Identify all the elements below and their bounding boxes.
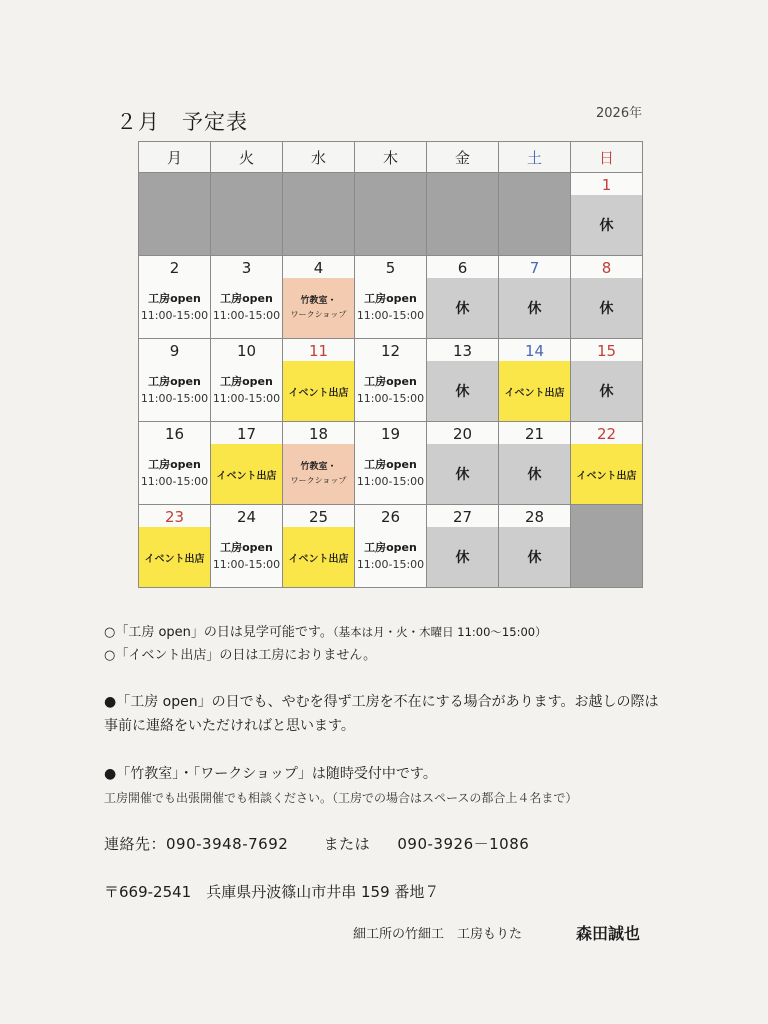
calendar-day-cell: [283, 505, 355, 588]
workshop-label: ワークショップ: [290, 310, 347, 319]
open-schedule: [355, 278, 426, 338]
event-label: イベント出店: [504, 387, 565, 399]
calendar-body: [139, 173, 643, 588]
day-number: 1: [601, 176, 612, 194]
calendar-day-cell: [427, 339, 499, 422]
rest-label: 休: [455, 550, 470, 566]
weekday-fri: 金: [427, 142, 499, 173]
open-schedule: [139, 361, 210, 421]
calendar-day-cell: [139, 505, 211, 588]
day-number: 9: [169, 342, 180, 360]
calendar-week-row: [139, 505, 643, 588]
day-number: 5: [385, 259, 396, 277]
calendar-table: [138, 141, 643, 588]
weekday-thu: 木: [355, 142, 427, 173]
day-number: 24: [236, 508, 257, 526]
calendar-empty-cell: [355, 173, 427, 256]
rest-label: 休: [527, 301, 542, 317]
rest-label: 休: [455, 301, 470, 317]
note-event-absence: ○「イベント出店」の日は工房におりません。: [104, 648, 377, 663]
rest-label: 休: [599, 384, 614, 400]
weekday-sat: 土: [499, 142, 571, 173]
calendar-day-cell: [139, 339, 211, 422]
calendar-day-cell: [211, 505, 283, 588]
contact-or: または: [323, 835, 371, 853]
rest-day: [499, 527, 570, 587]
open-time: 11:00-15:00: [140, 392, 209, 405]
open-label: 工房open: [364, 375, 417, 388]
calendar-week-row: [139, 173, 643, 256]
rest-day: [571, 361, 642, 421]
event-label: イベント出店: [288, 553, 349, 565]
open-time: 11:00-15:00: [140, 475, 209, 488]
rest-label: 休: [527, 550, 542, 566]
calendar-day-cell: [355, 505, 427, 588]
calendar-day-cell: [283, 339, 355, 422]
day-number: 3: [241, 259, 252, 277]
day-number: 21: [524, 425, 545, 443]
calendar-day-cell: [283, 256, 355, 339]
calendar-day-cell: [355, 339, 427, 422]
calendar-empty-cell: [283, 173, 355, 256]
signature-name: 森田誠也: [576, 924, 641, 943]
calendar-empty-cell: [427, 173, 499, 256]
open-label: 工房open: [148, 375, 201, 388]
day-number: 17: [236, 425, 257, 443]
page-title: ２月 予定表: [116, 110, 248, 134]
event-label: イベント出店: [288, 387, 349, 399]
calendar-empty-cell: [139, 173, 211, 256]
calendar-day-cell: [427, 256, 499, 339]
open-label: 工房open: [220, 292, 273, 305]
calendar-day-cell: [571, 422, 643, 505]
day-number: 8: [601, 259, 612, 277]
calendar-day-cell: [571, 256, 643, 339]
calendar-day-cell: [499, 339, 571, 422]
open-label: 工房open: [364, 292, 417, 305]
day-number: 23: [164, 508, 185, 526]
calendar-day-cell: [499, 422, 571, 505]
bamboo-workshop-day: [283, 278, 354, 338]
rest-label: 休: [527, 467, 542, 483]
open-label: 工房open: [220, 375, 273, 388]
address: 〒669-2541 兵庫県丹波篠山市井串 159 番地７: [104, 883, 440, 901]
open-time: 11:00-15:00: [212, 392, 281, 405]
open-label: 工房open: [220, 541, 273, 554]
rest-day: [427, 527, 498, 587]
day-number: 27: [452, 508, 473, 526]
weekday-mon: 月: [139, 142, 211, 173]
open-schedule: [211, 278, 282, 338]
rest-day: [427, 444, 498, 504]
rest-label: 休: [455, 384, 470, 400]
day-number: 4: [313, 259, 324, 277]
calendar-day-cell: [139, 256, 211, 339]
event-day: [571, 444, 642, 504]
contact-phone2: 090-3926－1086: [397, 835, 530, 853]
open-label: 工房open: [148, 292, 201, 305]
event-day: [211, 444, 282, 504]
day-number: 28: [524, 508, 545, 526]
calendar-day-cell: [283, 422, 355, 505]
rest-day: [499, 444, 570, 504]
event-label: イベント出店: [576, 470, 637, 482]
open-schedule: [355, 361, 426, 421]
calendar-week-row: [139, 339, 643, 422]
day-number: 2: [169, 259, 180, 277]
event-day: [139, 527, 210, 587]
note-bamboo-class: ●「竹教室」・「ワークショップ」は随時受付中です。: [104, 766, 437, 782]
calendar-day-cell: [211, 422, 283, 505]
calendar-day-cell: [139, 422, 211, 505]
bamboo-workshop-day: [283, 444, 354, 504]
calendar-week-row: [139, 256, 643, 339]
open-schedule: [139, 278, 210, 338]
day-number: 16: [164, 425, 185, 443]
rest-day: [571, 278, 642, 338]
contact-phone1: 連絡先：090-3948-7692: [104, 835, 289, 853]
day-number: 25: [308, 508, 329, 526]
calendar-day-cell: [571, 173, 643, 256]
note-open-visit: [104, 622, 547, 643]
rest-day: [499, 278, 570, 338]
open-time: 11:00-15:00: [356, 558, 425, 571]
day-number: 6: [457, 259, 468, 277]
note-possible-absence: ●「工房 open」の日でも、やむを得ず工房を不在にする場合があります。お越しの際は事前に連絡をいただければと思います。: [104, 694, 659, 734]
event-label: イベント出店: [216, 470, 277, 482]
calendar-day-cell: [211, 256, 283, 339]
day-number: 7: [529, 259, 540, 277]
calendar-day-cell: [211, 339, 283, 422]
day-number: 13: [452, 342, 473, 360]
open-time: 11:00-15:00: [356, 475, 425, 488]
rest-day: [571, 195, 642, 255]
rest-label: 休: [599, 218, 614, 234]
weekday-header-row: [139, 142, 643, 173]
day-number: 20: [452, 425, 473, 443]
event-day: [283, 527, 354, 587]
weekday-tue: 火: [211, 142, 283, 173]
event-label: イベント出店: [144, 553, 205, 565]
signature-org: 細工所の竹細工 工房もりた: [353, 927, 523, 942]
event-day: [499, 361, 570, 421]
calendar-day-cell: [355, 256, 427, 339]
calendar-day-cell: [499, 505, 571, 588]
calendar-empty-cell: [499, 173, 571, 256]
open-time: 11:00-15:00: [212, 309, 281, 322]
open-schedule: [211, 527, 282, 587]
open-label: 工房open: [148, 458, 201, 471]
day-number: 11: [308, 342, 329, 360]
rest-label: 休: [599, 301, 614, 317]
calendar-empty-cell: [211, 173, 283, 256]
open-time: 11:00-15:00: [356, 392, 425, 405]
rest-label: 休: [455, 467, 470, 483]
note-open-visit-text: ○「工房 open」の日は見学可能です。: [104, 625, 333, 640]
open-time: 11:00-15:00: [356, 309, 425, 322]
note-consultation: 工房開催でも出張開催でも相談ください。（工房での場合はスペースの都合上４名まで）: [104, 791, 578, 805]
open-schedule: [355, 527, 426, 587]
note-open-visit-hours: （基本は月・火・木曜日 11:00～15:00）: [332, 625, 547, 639]
open-schedule: [355, 444, 426, 504]
workshop-label: ワークショップ: [290, 476, 347, 485]
open-schedule: [211, 361, 282, 421]
open-label: 工房open: [364, 458, 417, 471]
calendar-empty-cell: [571, 505, 643, 588]
calendar-day-cell: [427, 422, 499, 505]
day-number: 18: [308, 425, 329, 443]
day-number: 12: [380, 342, 401, 360]
day-number: 22: [596, 425, 617, 443]
calendar-day-cell: [427, 505, 499, 588]
year-label: 2026年: [596, 106, 643, 121]
event-day: [283, 361, 354, 421]
day-number: 26: [380, 508, 401, 526]
open-schedule: [139, 444, 210, 504]
day-number: 10: [236, 342, 257, 360]
day-number: 15: [596, 342, 617, 360]
day-number: 14: [524, 342, 545, 360]
calendar-week-row: [139, 422, 643, 505]
rest-day: [427, 361, 498, 421]
calendar-day-cell: [355, 422, 427, 505]
contact-line: [104, 833, 529, 854]
calendar-day-cell: [499, 256, 571, 339]
rest-day: [427, 278, 498, 338]
open-label: 工房open: [364, 541, 417, 554]
bamboo-class-label: 竹教室・: [300, 462, 337, 472]
weekday-wed: 水: [283, 142, 355, 173]
open-time: 11:00-15:00: [140, 309, 209, 322]
weekday-sun: 日: [571, 142, 643, 173]
calendar-day-cell: [571, 339, 643, 422]
bamboo-class-label: 竹教室・: [300, 296, 337, 306]
day-number: 19: [380, 425, 401, 443]
open-time: 11:00-15:00: [212, 558, 281, 571]
